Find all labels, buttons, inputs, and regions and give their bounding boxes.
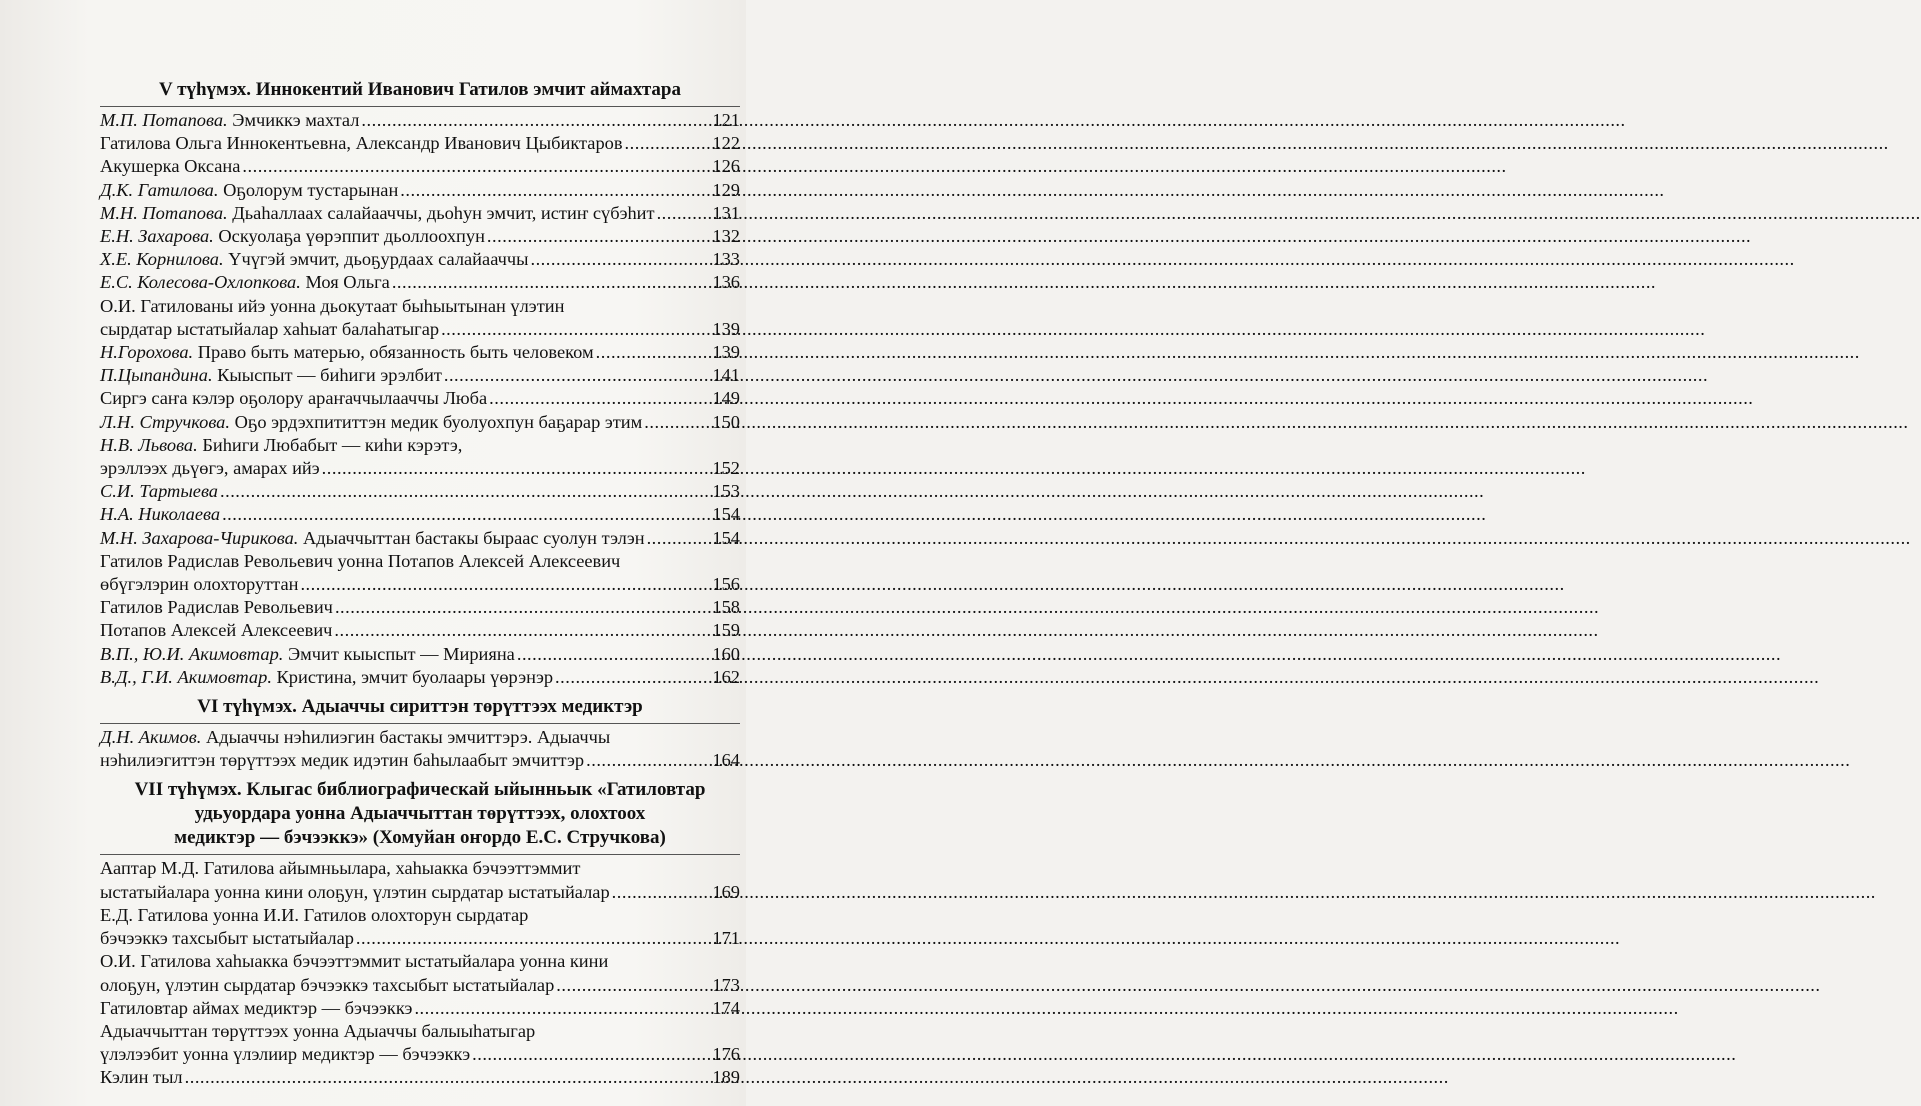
entry-row <box>100 387 740 410</box>
toc-entry <box>100 109 740 132</box>
entry-text <box>100 527 645 550</box>
entry-text <box>100 974 554 997</box>
entry-title: Оҕолорум тустарынан <box>223 179 399 200</box>
entry-title: Кристина, эмчит буолаары үөрэнэр <box>276 666 554 687</box>
entry-text <box>100 318 439 341</box>
entry-text <box>100 997 412 1020</box>
page-number: 159 <box>712 620 740 641</box>
table-of-contents <box>100 78 740 1090</box>
entry-row <box>100 974 740 997</box>
heading-rule <box>100 106 740 107</box>
leader-dots <box>530 248 710 271</box>
entry-row <box>100 573 740 596</box>
page-number: 139 <box>712 342 740 363</box>
entry-author: Д.Н. Акимов. <box>100 727 202 748</box>
entry-text <box>100 619 332 642</box>
page-number: 171 <box>712 928 740 949</box>
toc-entry <box>100 387 740 410</box>
toc-entry <box>100 179 740 202</box>
entry-row <box>100 927 740 950</box>
heading-rule <box>100 723 740 724</box>
toc-entry <box>100 643 740 666</box>
entry-text <box>100 387 487 410</box>
entry-title-line1: Адыаччы нэһилиэгин бастакы эмчиттэрэ. Адыаччы <box>205 727 611 748</box>
leader-dots <box>612 881 711 904</box>
entry-text <box>100 202 655 225</box>
page-number: 174 <box>712 997 740 1018</box>
leader-dots <box>335 596 710 619</box>
entry-title: Сиргэ саҥа кэлэр оҕолору араҥаччылааччы Люба <box>100 388 488 409</box>
leader-dots <box>441 318 710 341</box>
entry-row <box>100 666 740 689</box>
entry-text <box>100 411 642 434</box>
entry-text <box>100 596 333 619</box>
entry-row <box>100 364 740 387</box>
entry-row <box>100 341 740 364</box>
entry-title-line1: О.И. Гатилова хаһыакка бэчээттэммит ыстатыйалара уонна кини <box>100 951 609 972</box>
entry-text <box>100 927 354 950</box>
leader-dots <box>625 132 711 155</box>
toc-entry <box>100 1066 740 1089</box>
toc-entry <box>100 527 740 550</box>
entry-title: Моя Ольга <box>305 272 390 293</box>
entry-text <box>100 749 584 772</box>
book-page <box>0 0 746 1106</box>
page-number: 173 <box>712 974 740 995</box>
page-number: 150 <box>712 411 740 432</box>
leader-dots <box>334 619 710 642</box>
entry-text <box>100 271 390 294</box>
entry-title: сырдатар ыстатыйалар хаһыат балаһатыгар <box>100 318 440 339</box>
entry-title: өбүгэлэрин олохторуттан <box>100 574 299 595</box>
page-number: 176 <box>712 1044 740 1065</box>
entry-author: М.Н. Захарова-Чирикова. <box>100 527 299 548</box>
page-number: 141 <box>712 365 740 386</box>
entry-row <box>100 480 740 503</box>
entry-text <box>100 155 240 178</box>
leader-dots <box>444 364 711 387</box>
entry-text <box>100 881 610 904</box>
entry-row <box>100 155 740 178</box>
entry-text <box>100 573 298 596</box>
entry-row <box>100 318 740 341</box>
entry-title: Адыаччыттан бастакы быраас суолун тэлэн <box>303 527 645 548</box>
entry-first-line <box>100 295 740 318</box>
entry-text <box>100 643 515 666</box>
leader-dots <box>185 1066 711 1089</box>
entry-text <box>100 457 320 480</box>
toc-entry <box>100 132 740 155</box>
page-number: 122 <box>712 133 740 154</box>
entry-title-line1: Адыаччыттан төрүттээх уонна Адыаччы балыыһатыгар <box>100 1020 536 1041</box>
entry-title: нэһилиэгиттэн төрүттээх медик идэтин баһылаабыт эмчиттэр <box>100 750 585 771</box>
toc-entry <box>100 480 740 503</box>
entry-row <box>100 248 740 271</box>
toc-entry <box>100 434 740 480</box>
toc-entry <box>100 411 740 434</box>
toc-entry <box>100 341 740 364</box>
entry-title: Акушерка Оксана <box>100 156 241 177</box>
entry-author: Н.В. Львова. <box>100 434 198 455</box>
entry-title: Право быть матерью, обязанность быть человеком <box>197 342 594 363</box>
entry-title: Гатилов Радислав Револьевич <box>100 597 333 618</box>
entry-row <box>100 527 740 550</box>
entry-text <box>100 364 442 387</box>
toc-entry <box>100 295 740 341</box>
entry-first-line <box>100 950 740 973</box>
entry-title-line1: Е.Д. Гатилова уонна И.И. Гатилов олохторун сырдатар <box>100 904 529 925</box>
leader-dots <box>414 997 710 1020</box>
entry-row <box>100 619 740 642</box>
entry-row <box>100 457 740 480</box>
toc-entry <box>100 364 740 387</box>
page-number: 189 <box>712 1067 740 1088</box>
leader-dots <box>356 927 710 950</box>
entry-row <box>100 179 740 202</box>
entry-row <box>100 411 740 434</box>
entry-first-line <box>100 434 740 457</box>
page-number: 160 <box>712 643 740 664</box>
toc-entry <box>100 619 740 642</box>
entry-text <box>100 225 485 248</box>
entry-first-line <box>100 904 740 927</box>
section-entries <box>100 726 740 772</box>
entry-row <box>100 109 740 132</box>
entry-title: үлэлээбит уонна үлэлиир медиктэр — бэчээккэ <box>100 1044 471 1065</box>
entry-title: Эмчит кыыспыт — Мирияна <box>288 643 515 664</box>
entry-row <box>100 225 740 248</box>
section-heading: VI түһүмэх. Адыаччы сириттэн төрүттээх медиктэр <box>197 696 643 718</box>
toc-entry <box>100 950 740 996</box>
entry-text <box>100 666 553 689</box>
toc-entry <box>100 503 740 526</box>
page-number: 158 <box>712 597 740 618</box>
leader-dots <box>489 387 710 410</box>
entry-row <box>100 271 740 294</box>
entry-title: Гатилова Ольга Иннокентьевна, Александр Иванович Цыбиктаров <box>100 133 623 154</box>
leader-dots <box>220 480 710 503</box>
entry-text <box>100 480 218 503</box>
toc-entry <box>100 248 740 271</box>
entry-title: олоҕун, үлэтин сырдатар бэчээккэ тахсыбыт ыстатыйалар <box>100 974 555 995</box>
page-number: 133 <box>712 249 740 270</box>
heading-rule <box>100 854 740 855</box>
page-number: 152 <box>712 458 740 479</box>
entry-row <box>100 1043 740 1066</box>
entry-title: Оҕо эрдэхпититтэн медик буолуохпун баҕарар этим <box>234 411 643 432</box>
entry-author: С.И. Тартыева <box>100 481 219 502</box>
entry-author: П.Цыпандина. <box>100 365 213 386</box>
entry-author: Е.Н. Захарова. <box>100 226 214 247</box>
entry-text <box>100 1043 470 1066</box>
page-number: 164 <box>712 750 740 771</box>
leader-dots <box>644 411 710 434</box>
leader-dots <box>555 666 710 689</box>
entry-author: М.Н. Потапова. <box>100 202 228 223</box>
entry-text <box>100 248 528 271</box>
page-number: 156 <box>712 574 740 595</box>
section-heading: VII түһүмэх. Клыгас библиографическай ыйынньык «Гатиловтар <box>134 779 706 801</box>
page-number: 154 <box>712 527 740 548</box>
toc-entry <box>100 904 740 950</box>
entry-title: Гатиловтар аймах медиктэр — бэчээккэ <box>100 997 413 1018</box>
entry-title: Кыыспыт — биһиги эрэлбит <box>217 365 442 386</box>
leader-dots <box>400 179 710 202</box>
leader-dots <box>517 643 711 666</box>
page-number: 132 <box>712 226 740 247</box>
section-entries <box>100 109 740 689</box>
entry-row <box>100 749 740 772</box>
entry-title: Эмчиккэ махтал <box>232 110 360 130</box>
leader-dots <box>657 202 711 225</box>
entry-text <box>100 132 623 155</box>
page-number: 149 <box>712 388 740 409</box>
leader-dots <box>586 749 710 772</box>
toc-entry <box>100 271 740 294</box>
entry-row <box>100 503 740 526</box>
leader-dots <box>361 109 710 132</box>
entry-author: В.Д., Г.И. Акимовтар. <box>100 666 272 687</box>
entry-row <box>100 643 740 666</box>
toc-entry <box>100 225 740 248</box>
toc-entry <box>100 1020 740 1066</box>
toc-entry <box>100 857 740 903</box>
section-heading: медиктэр — бэчээккэ» (Хомуйан оҥордо Е.С. Стручкова) <box>174 827 666 849</box>
section-heading: удьуордара уонна Адыаччыттан төрүттээх, олохтоох <box>194 803 646 825</box>
entry-title: ыстатыйалара уонна кини олоҕун, үлэтин сырдатар ыстатыйалар <box>100 881 610 902</box>
toc-entry <box>100 997 740 1020</box>
entry-row <box>100 132 740 155</box>
toc-entry <box>100 550 740 596</box>
entry-title: Кэлин тыл <box>100 1067 183 1088</box>
page-number: 129 <box>712 179 740 200</box>
entry-text <box>100 109 359 132</box>
entry-row <box>100 997 740 1020</box>
entry-first-line <box>100 1020 740 1043</box>
entry-text <box>100 179 398 202</box>
entry-author: Е.С. Колесова-Охлопкова. <box>100 272 301 293</box>
entry-author: В.П., Ю.И. Акимовтар. <box>100 643 284 664</box>
entry-first-line <box>100 857 740 880</box>
entry-title-line1: Ааптар М.Д. Гатилова айымньылара, хаһыакка бэчээттэммит <box>100 858 581 879</box>
entry-author: Х.Е. Корнилова. <box>100 249 224 270</box>
leader-dots <box>322 457 711 480</box>
entry-text <box>100 341 594 364</box>
page-number: 162 <box>712 666 740 687</box>
toc-entry <box>100 202 740 225</box>
entry-title: Үчүгэй эмчит, дьоҕурдаах салайааччы <box>228 249 529 270</box>
entry-author: Л.Н. Стручкова. <box>100 411 230 432</box>
entry-first-line <box>100 550 740 573</box>
entry-text <box>100 503 220 526</box>
page-number: 131 <box>712 202 740 223</box>
toc-entry <box>100 666 740 689</box>
entry-author: Н.Горохова. <box>100 342 194 363</box>
entry-title: эрэллээх дьүөгэ, амарах ийэ <box>100 458 320 479</box>
toc-entry <box>100 596 740 619</box>
entry-title-line1: Биһиги Любабыт — киһи кэрэтэ, <box>202 434 463 455</box>
leader-dots <box>487 225 710 248</box>
leader-dots <box>596 341 711 364</box>
entry-title: бэчээккэ тахсыбыт ыстатыйалар <box>100 928 354 949</box>
entry-title: Потапов Алексей Алексеевич <box>100 620 333 641</box>
entry-first-line <box>100 726 740 749</box>
page-number: 121 <box>712 110 740 130</box>
entry-author: М.П. Потапова. <box>100 110 228 130</box>
entry-author: Н.А. Николаева <box>100 504 221 525</box>
leader-dots <box>647 527 711 550</box>
toc-entry <box>100 155 740 178</box>
page-number: 153 <box>712 481 740 502</box>
leader-dots <box>300 573 710 596</box>
section-entries <box>100 857 740 1089</box>
entry-author: Д.К. Гатилова. <box>100 179 219 200</box>
page-number: 154 <box>712 504 740 525</box>
leader-dots <box>556 974 710 997</box>
entry-title: Оскуолаҕа үөрэппит дьоллоохпун <box>218 226 485 247</box>
entry-title-line1: О.И. Гатилованы ийэ уонна дьокутаат быһыытынан үлэтин <box>100 295 565 316</box>
entry-row <box>100 202 740 225</box>
entry-row <box>100 1066 740 1089</box>
entry-row <box>100 881 740 904</box>
leader-dots <box>472 1043 710 1066</box>
entry-text <box>100 1066 183 1089</box>
entry-title-line1: Гатилов Радислав Револьевич уонна Потапов Алексей Алексеевич <box>100 550 621 571</box>
entry-title: Дьаһаллаах салайааччы, дьоһун эмчит, истиҥ сүбэһит <box>232 202 655 223</box>
page-number: 139 <box>712 318 740 339</box>
entry-row <box>100 596 740 619</box>
leader-dots <box>222 503 710 526</box>
page-number: 126 <box>712 156 740 177</box>
page-number: 136 <box>712 272 740 293</box>
page-number: 169 <box>712 881 740 902</box>
toc-entry <box>100 726 740 772</box>
section-heading: V түһүмэх. Иннокентий Иванович Гатилов эмчит аймахтара <box>159 79 681 100</box>
leader-dots <box>392 271 711 294</box>
leader-dots <box>242 155 710 178</box>
